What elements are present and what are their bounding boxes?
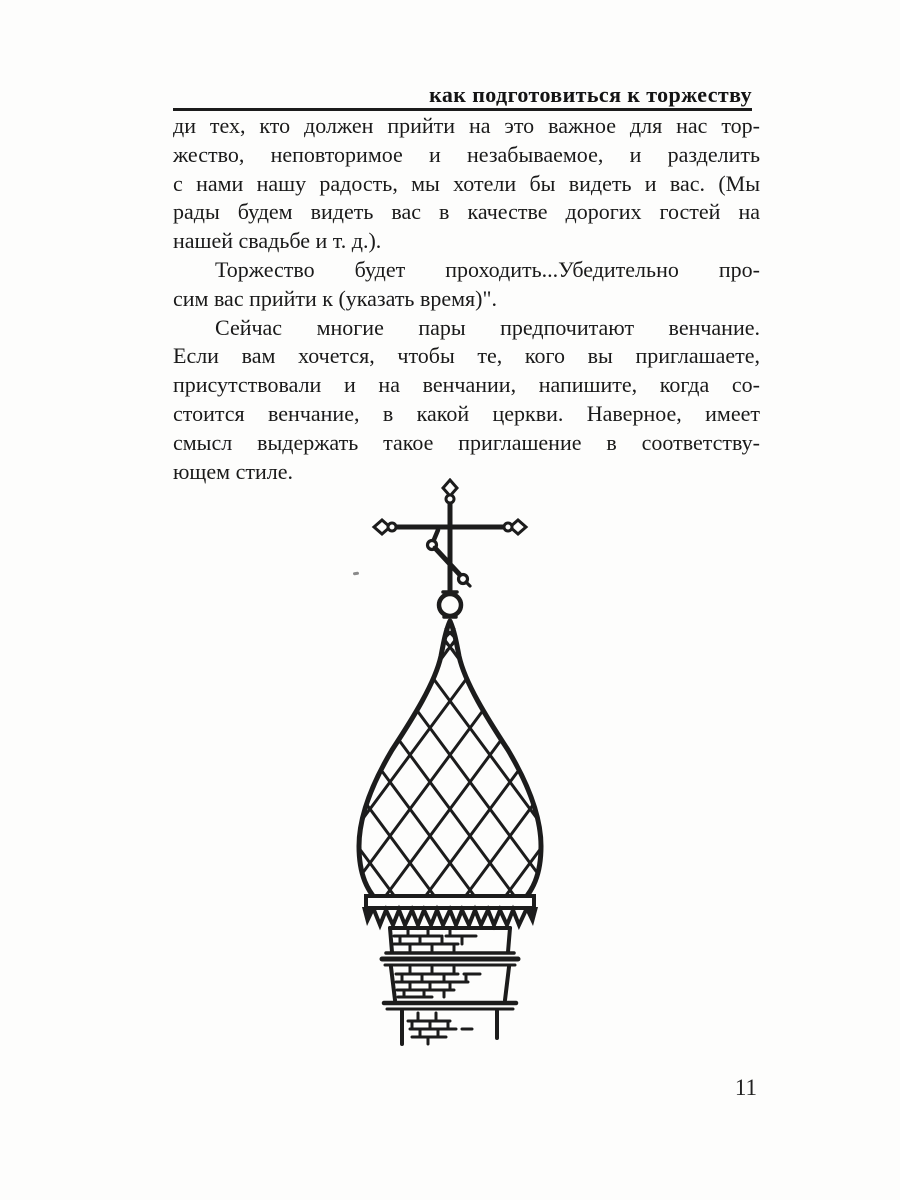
cross-icon — [374, 480, 526, 594]
cross-ball — [439, 592, 461, 617]
text-line: Если вам хочется, чтобы те, кого вы приглашаете, — [173, 343, 760, 369]
running-head — [173, 84, 752, 111]
text-line: смысл выдержать такое приглашение в соответству- — [173, 429, 760, 455]
text-line: Торжество будет проходить...Убедительно про- — [215, 256, 760, 282]
text-line: присутствовали и на венчании, напишите, когда со- — [173, 372, 760, 398]
text-line: ющем стиле. — [173, 458, 293, 484]
text-line: Сейчас многие пары предпочитают венчание. — [215, 314, 760, 340]
text-line: жество, неповторимое и незабываемое, и разделить — [173, 141, 760, 167]
zigzag-fringe — [374, 910, 526, 925]
dome-collar-band — [366, 896, 534, 925]
text-line: с нами нашу радость, мы хотели бы видеть и вас. (Мы — [173, 170, 760, 196]
page-number: 11 — [734, 1075, 757, 1100]
brick-drum — [382, 928, 518, 1044]
onion-dome — [359, 621, 541, 926]
text-line: нашей свадьбе и т. д.). — [173, 228, 382, 254]
text-line: стоится венчание, в какой церкви. Наверное, имеет — [173, 400, 760, 426]
text-line: ди тех, кто должен прийти на это важное для нас тор- — [173, 113, 760, 138]
running-head-text: как подготовиться к торжеству — [429, 82, 752, 107]
church-dome-illustration — [310, 478, 590, 1054]
body-text — [173, 112, 760, 486]
text-line: сим вас прийти к (указать время)". — [173, 285, 497, 311]
text-line: рады будем видеть вас в качестве дорогих гостей на — [173, 199, 760, 225]
